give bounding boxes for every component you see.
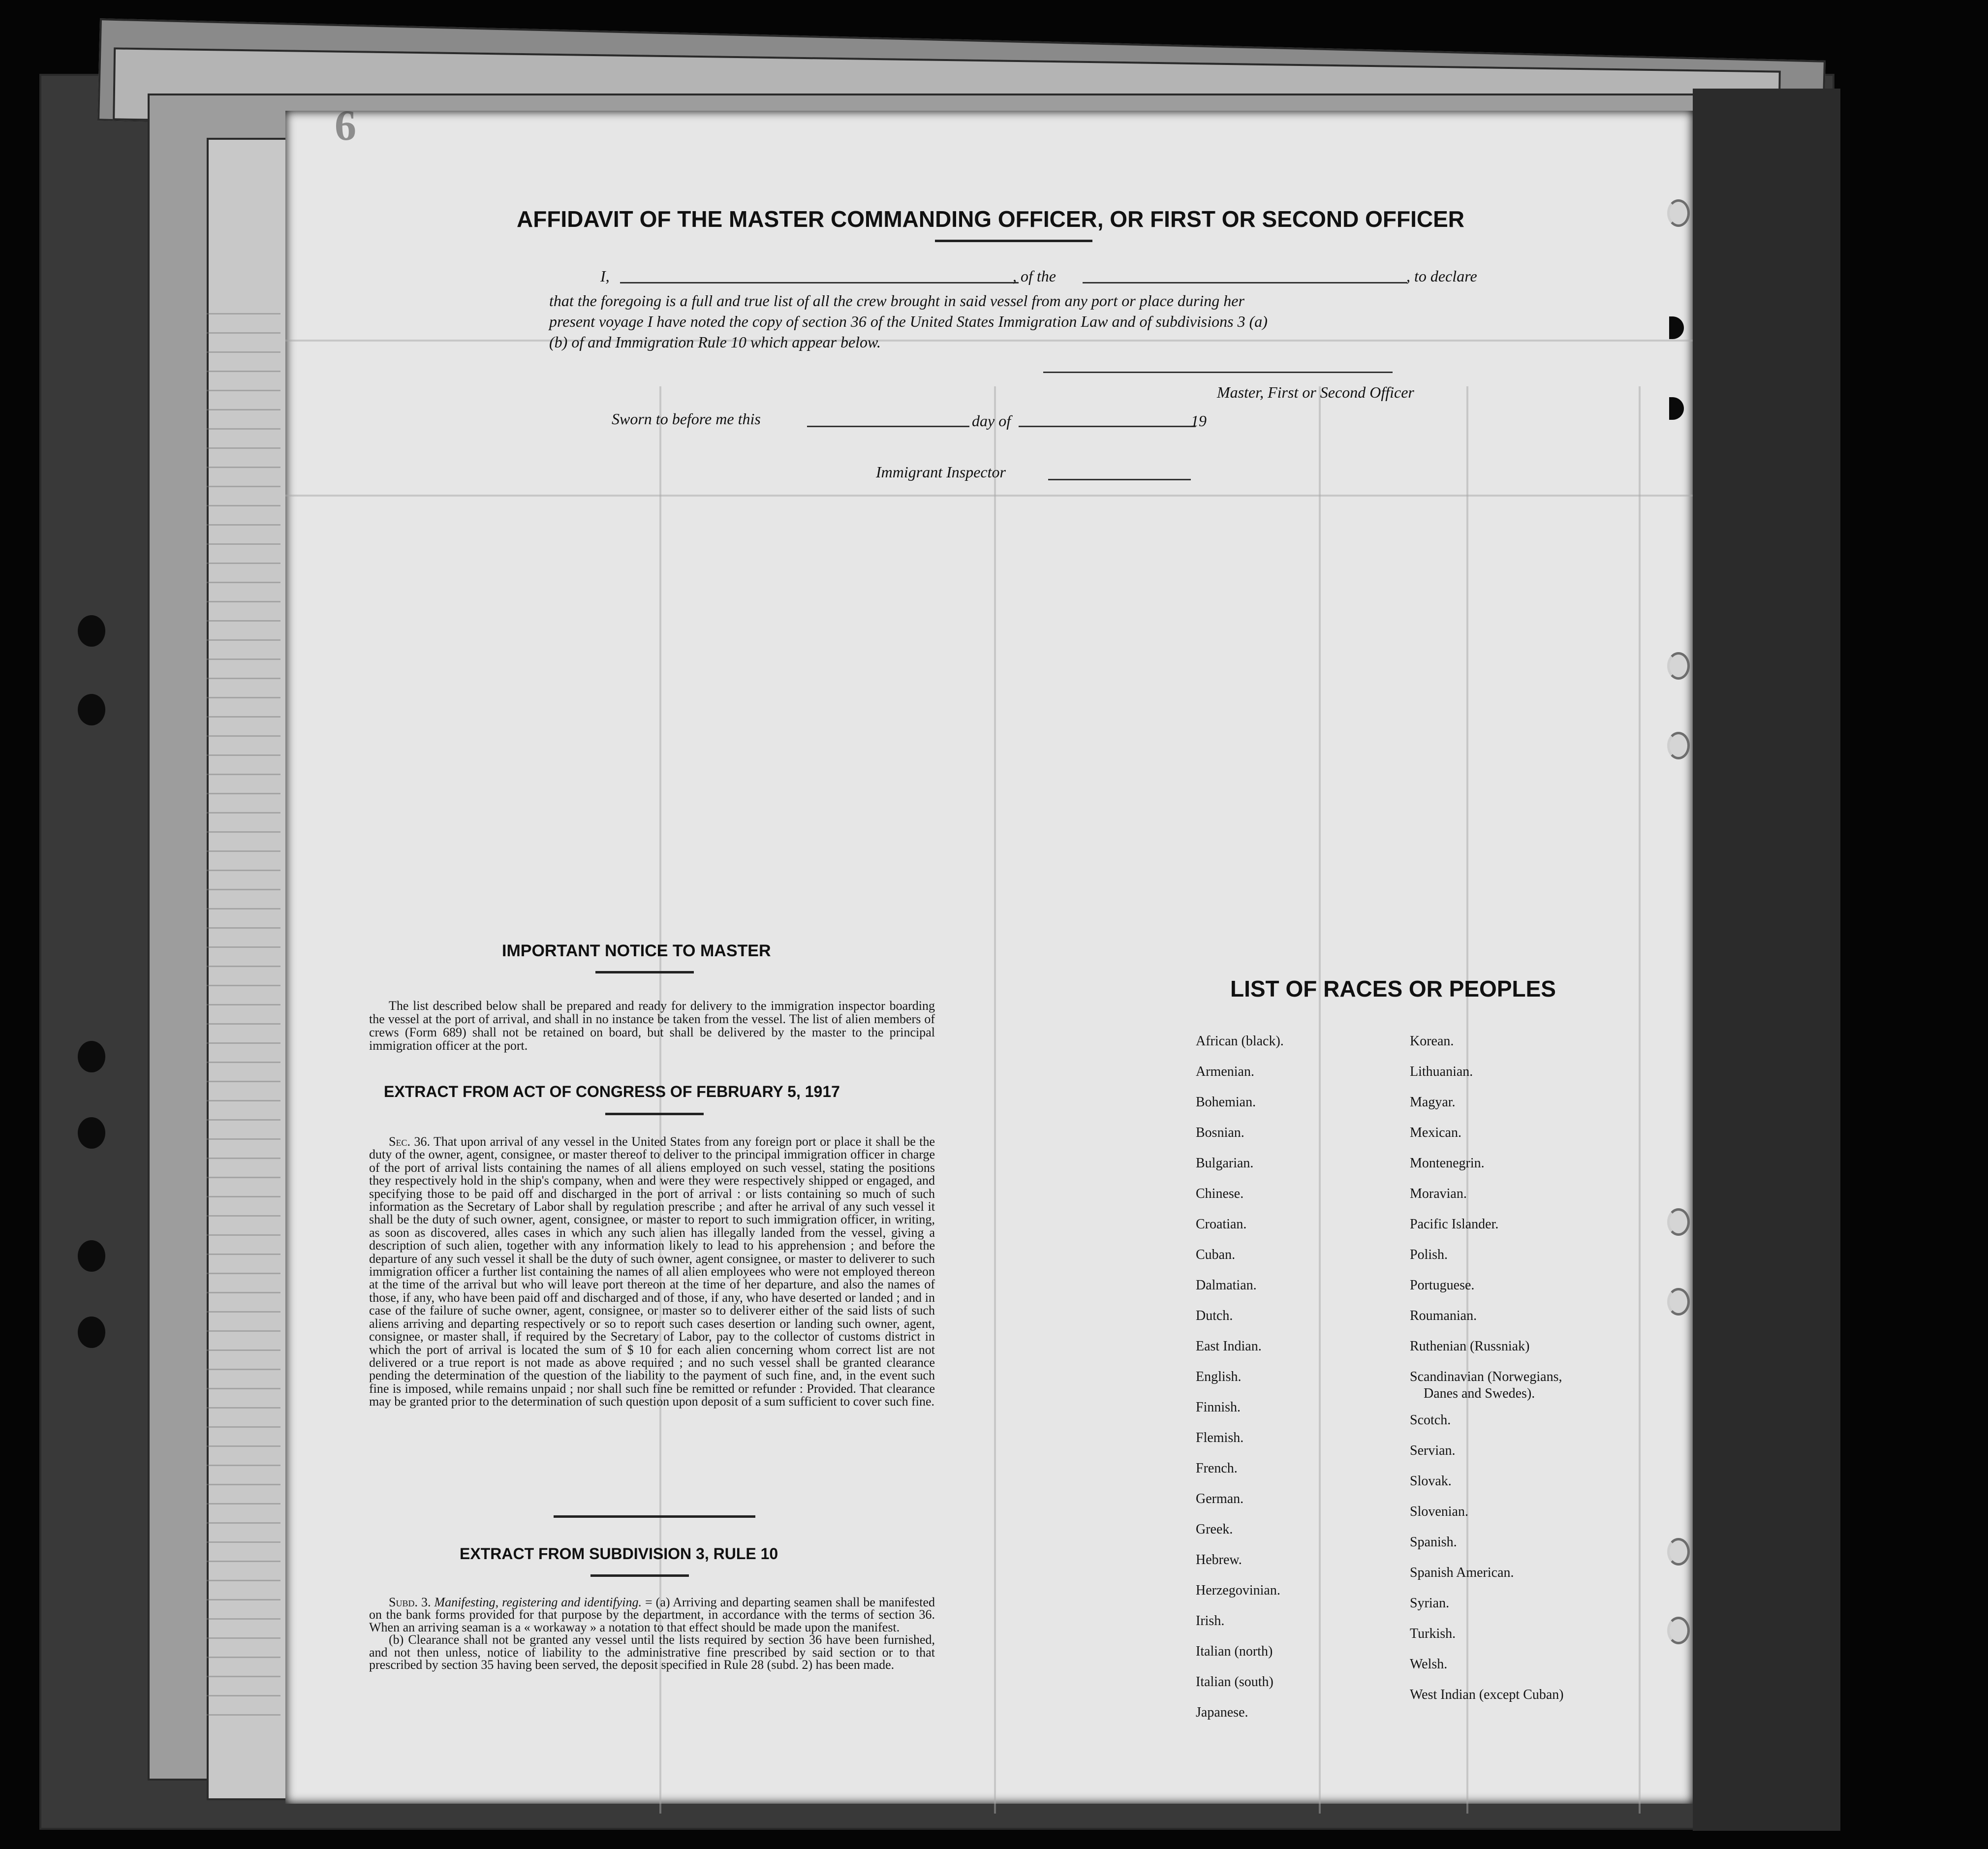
inspector-label: Immigrant Inspector [876, 463, 1006, 481]
race-item: Finnish. [1196, 1400, 1241, 1415]
notice-rule [595, 971, 694, 973]
rule-text-b: (b) Clearance shall not be granted any vessel until the lists required by section 36 have been furnished, and not then unless, notice of liability to the administrative fine prescribed by said section or to that prescribed by section 35 having been served, the deposit specified in Rule 28 (subd. 2) has been made. [369, 1632, 935, 1672]
act-extract-title: EXTRACT FROM ACT OF CONGRESS OF FEBRUARY 5, 1917 [384, 1083, 840, 1100]
binder-hole [78, 1117, 105, 1149]
affidavit-body-line: present voyage I have noted the copy of section 36 of the United States Immigration Law and of subdivisions 3 (a) [549, 313, 1268, 330]
race-item: East Indian. [1196, 1339, 1262, 1354]
punch-hole [1667, 732, 1690, 759]
of-the-label: , of the [1013, 267, 1056, 285]
section-label: Sec. 36. [389, 1134, 430, 1149]
binder-edge [1693, 89, 1840, 1831]
race-item: Spanish American. [1410, 1565, 1514, 1580]
race-item: Bosnian. [1196, 1125, 1244, 1140]
race-item: Bohemian. [1196, 1095, 1256, 1110]
race-item: Japanese. [1196, 1705, 1248, 1720]
race-item: Croatian. [1196, 1217, 1247, 1232]
punch-hole [1667, 199, 1690, 227]
page-number-mark: 6 [335, 102, 356, 150]
race-item: French. [1196, 1461, 1238, 1476]
act-rule [605, 1113, 704, 1115]
master-signature-label: Master, First or Second Officer [1217, 383, 1414, 401]
binder-hole [78, 615, 105, 647]
race-item: Servian. [1410, 1443, 1456, 1458]
punch-hole [1667, 1617, 1690, 1644]
subd-heading: Manifesting, registering and identifying. [434, 1595, 642, 1609]
race-item: Syrian. [1410, 1596, 1450, 1611]
year-label: 19 [1191, 412, 1207, 430]
affidavit-title: AFFIDAVIT OF THE MASTER COMMANDING OFFICER, OR FIRST OR SECOND OFFICER [517, 206, 1464, 232]
race-item: Hebrew. [1196, 1552, 1242, 1567]
binder-hole [78, 1316, 105, 1348]
race-item: Magyar. [1410, 1095, 1456, 1110]
race-item: Italian (south) [1196, 1674, 1274, 1690]
race-item: Cuban. [1196, 1247, 1236, 1262]
race-item: Mexican. [1410, 1125, 1461, 1140]
race-item: Danes and Swedes). [1424, 1386, 1535, 1401]
punch-hole [1669, 316, 1684, 339]
race-item: English. [1196, 1369, 1242, 1384]
day-of-label: day of [972, 412, 1011, 430]
punch-hole [1667, 1208, 1690, 1236]
race-item: Italian (north) [1196, 1644, 1273, 1659]
race-item: Welsh. [1410, 1657, 1448, 1672]
notice-text: The list described below shall be prepared and ready for delivery to the immigration inspector boarding the vessel at the port of arrival, and shall in no instance be taken from the vessel. The list of alien members of crews (Form 689) shall not be retained on board, but shall be delivered by the master to the principal immigration officer at the port. [369, 999, 935, 1053]
notice-title: IMPORTANT NOTICE TO MASTER [502, 941, 771, 960]
race-item: Bulgarian. [1196, 1156, 1254, 1171]
rule-extract-title: EXTRACT FROM SUBDIVISION 3, RULE 10 [460, 1545, 778, 1563]
race-item: Slovenian. [1410, 1504, 1468, 1519]
sworn-month-blank[interactable] [1019, 426, 1196, 427]
race-item: Roumanian. [1410, 1308, 1477, 1323]
inspector-signature-blank[interactable] [1048, 479, 1191, 480]
master-signature-blank[interactable] [1043, 372, 1393, 373]
race-item: Pacific Islander. [1410, 1217, 1499, 1232]
act-end-rule [554, 1515, 755, 1518]
binder-hole [78, 1041, 105, 1072]
to-declare-label: , to declare [1406, 267, 1477, 285]
race-item: Irish. [1196, 1613, 1225, 1629]
rule-extract-text-block [369, 1596, 935, 1671]
race-item: German. [1196, 1491, 1244, 1506]
punch-hole [1669, 397, 1684, 420]
race-item: Dalmatian. [1196, 1278, 1257, 1293]
race-item: Ruthenian (Russniak) [1410, 1339, 1530, 1354]
act-extract-text-block [369, 1135, 935, 1409]
affidavit-body-line: (b) of and Immigration Rule 10 which appear below. [549, 333, 881, 351]
scan-background [1840, 0, 1988, 1849]
race-item: Armenian. [1196, 1064, 1254, 1079]
races-title: LIST OF RACES OR PEOPLES [1230, 976, 1556, 1002]
race-item: Greek. [1196, 1522, 1233, 1537]
act-extract-text: That upon arrival of any vessel in the United States from any foreign port or place it shall be the duty of the owner, agent, consignee, or master thereof to deliver to the principal immigration officer in charge of the port of arrival lists containing the names of all aliens employed on such vessel, stating the positions they respectively hold in the ship's company, when and were they were respectively shipped or engaged, and specifying those to be paid off and discharged in the port of arrival : or lists containing so much of such information as the Secretary of Labor shall by regulation prescribe ; and after he arrival of any such vessel it shall be the duty of such owner, agent, consignee, or master to report to such immigration officer, in writing, as soon as discovered, alles cases in which any such alien has illegally landed from the vessel, giving a description of such alien, together with any information likely to lead to his apprehension ; and before the departure of any such vessel it shall be the duty of such owner, agent consignee, or master to deliverer to such immigration officer a further list containing the names of all alien employees who were not employed thereon at the time of the arrival but who will leave port thereon at the time of her departure, and also the names of those, if any, who have been paid off and discharged and of those, if any, who have deserted or landed ; and in case of the failure of suche owner, agent, consignee, or master so to deliverer either of the said lists of such aliens arriving and departing respectively or so to report such cases desertion or landing such owner, agent, consignee, or master shall, if required by the Secretary of Labor, pay to the collector of customs district in which the port of arrival is located the sum of $ 10 for each alien concerning whom correct list are not delivered or a true report is not made as above required ; and no such vessel shall be granted clearance pending the determination of the question of the liability to the payment of such fine, and, in the event such fine is imposed, while remains unpaid ; nor shall such fine be remitted or refunder : Provided. That clearance may be granted prior to the determination of such question upon deposit of a sum sufficient to cover such fine. [369, 1134, 935, 1409]
races-column-1 [1196, 1026, 1284, 1728]
race-item: Scotch. [1410, 1412, 1451, 1428]
race-item: Turkish. [1410, 1626, 1456, 1641]
race-item: Portuguese. [1410, 1278, 1475, 1293]
race-item: West Indian (except Cuban) [1410, 1687, 1564, 1702]
race-item: Chinese. [1196, 1186, 1244, 1201]
sworn-label: Sworn to before me this [612, 410, 761, 428]
race-item: Polish. [1410, 1247, 1448, 1262]
race-item: Scandinavian (Norwegians, [1410, 1369, 1562, 1384]
binder-hole [78, 694, 105, 725]
affidavit-i-label: I, [600, 267, 610, 285]
punch-hole [1667, 1538, 1690, 1566]
race-item: Korean. [1410, 1034, 1454, 1049]
race-item: Spanish. [1410, 1535, 1457, 1550]
affidavit-body-line: that the foregoing is a full and true list of all the crew brought in said vessel from any port or place during her [549, 292, 1244, 310]
affidavit-page [285, 102, 1693, 1804]
race-item: Herzegovinian. [1196, 1583, 1280, 1598]
rule-text-a: = (a) Arriving and departing seamen shall be manifested on the bank forms provided for that purpose by the department, in accordance with the terms of section 36. When an arriving seaman is a « workaway » a notation to that effect should be made upon the manifest. [369, 1595, 935, 1634]
race-item: Lithuanian. [1410, 1064, 1473, 1079]
sworn-day-blank[interactable] [807, 426, 969, 427]
sheet-edges [207, 295, 280, 1723]
punch-hole [1667, 652, 1690, 680]
vessel-blank[interactable] [1083, 282, 1407, 283]
race-item: Dutch. [1196, 1308, 1233, 1323]
punch-hole [1667, 1288, 1690, 1316]
subd-label: Subd. 3. [389, 1595, 431, 1609]
race-item: Montenegrin. [1410, 1156, 1485, 1171]
race-item: Slovak. [1410, 1473, 1452, 1489]
races-column-2 [1410, 1026, 1564, 1710]
binder-hole [78, 1240, 105, 1272]
name-blank[interactable] [620, 282, 1019, 283]
race-item: Moravian. [1410, 1186, 1467, 1201]
title-rule [935, 240, 1092, 242]
rule-title-rule [590, 1574, 689, 1577]
race-item: Flemish. [1196, 1430, 1244, 1445]
race-item: African (black). [1196, 1034, 1284, 1049]
